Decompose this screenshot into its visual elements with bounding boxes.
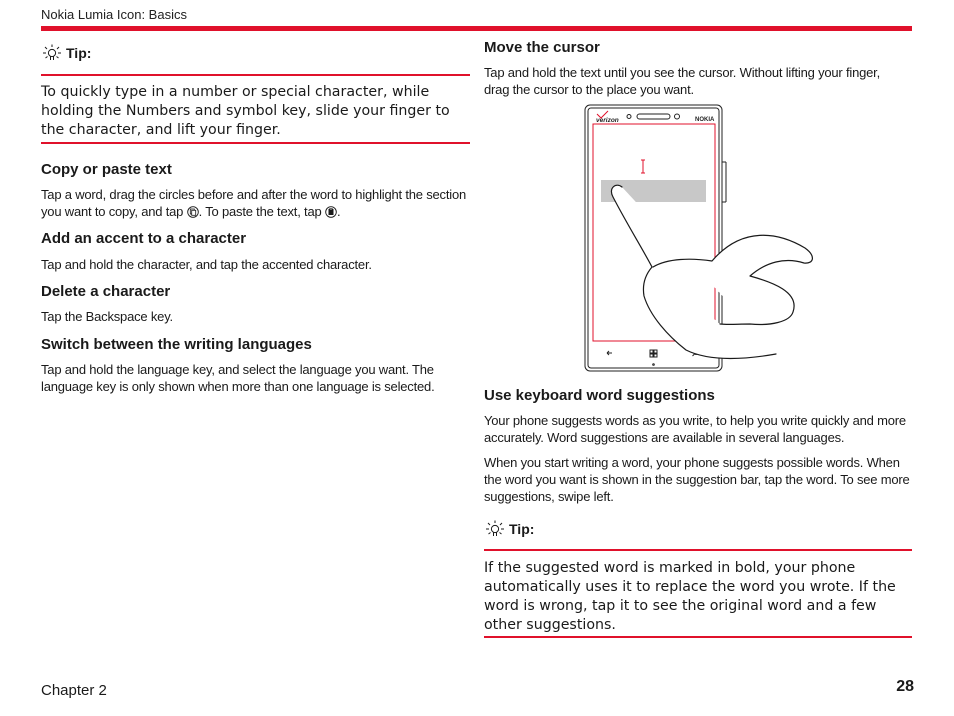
copy-paste-heading: Copy or paste text [41, 161, 172, 178]
footer-chapter: Chapter 2 [41, 682, 107, 699]
delete-text: Tap the Backspace key. [41, 309, 173, 324]
nav-keys [607, 350, 698, 365]
copy-paste-text-3: . [336, 204, 341, 219]
move-cursor-text: Tap and hold the text until you see the cursor. Without lifting your finger, drag the cursor to the place you want. [484, 65, 880, 97]
delete-heading: Delete a character [41, 283, 171, 300]
lightbulb-icon [485, 520, 505, 538]
tip-top-rule [41, 74, 470, 76]
tip-label: Tip: [66, 45, 92, 61]
suggestions-text-2: When you start writing a word, your phone suggests possible words. When the word you want is shown in the suggestion bar, tap the word. To see more suggestions, swipe left. [484, 455, 910, 504]
copy-paste-text-2: . To paste the text, tap [198, 204, 322, 219]
paste-icon [325, 206, 337, 218]
copy-paste-text-1: Tap a word, drag the circles before and after the word to highlight the section you want to copy, and tap [41, 187, 467, 219]
move-cursor-heading: Move the cursor [484, 39, 600, 56]
switch-language-heading: Switch between the writing languages [41, 336, 312, 353]
tip2-bottom-rule [484, 636, 912, 638]
accent-text: Tap and hold the character, and tap the accented character. [41, 257, 372, 272]
tip-heading-2 [485, 520, 534, 538]
tip-label-2: Tip: [509, 521, 535, 537]
phone-cursor-illustration [580, 102, 816, 374]
tip2-top-rule [484, 549, 912, 551]
cursor-icon [641, 160, 645, 173]
header-rule [41, 26, 912, 31]
tip-bottom-rule [41, 142, 470, 144]
tip-text: To quickly type in a number or special character, while holding the Numbers and symbol key, slide your finger to the character, and lift your finger. [41, 84, 450, 138]
tip2-text: If the suggested word is marked in bold, your phone automatically uses it to replace the word you wrote. If the word is wrong, tap it to see the original word and a few other suggestions. [484, 560, 896, 633]
copy-paste-text [41, 186, 471, 220]
suggestions-heading: Use keyboard word suggestions [484, 387, 715, 404]
switch-language-text: Tap and hold the language key, and select the language you want. The language key is only shown when more than one language is selected. [41, 362, 435, 394]
accent-heading: Add an accent to a character [41, 230, 247, 247]
page-number: 28 [896, 678, 914, 695]
lightbulb-icon [42, 44, 62, 62]
running-header: Nokia Lumia Icon: Basics [41, 7, 187, 22]
tip-heading [42, 44, 91, 62]
finger-hand [611, 185, 812, 358]
phone-carrier-logo: verizon [596, 117, 619, 124]
phone-brand-logo: NOKIA [695, 117, 715, 123]
copy-icon [187, 206, 199, 218]
suggestions-text-1: Your phone suggests words as you write, to help you write quickly and more accurately. Word suggestions are available in several languages. [484, 413, 906, 445]
